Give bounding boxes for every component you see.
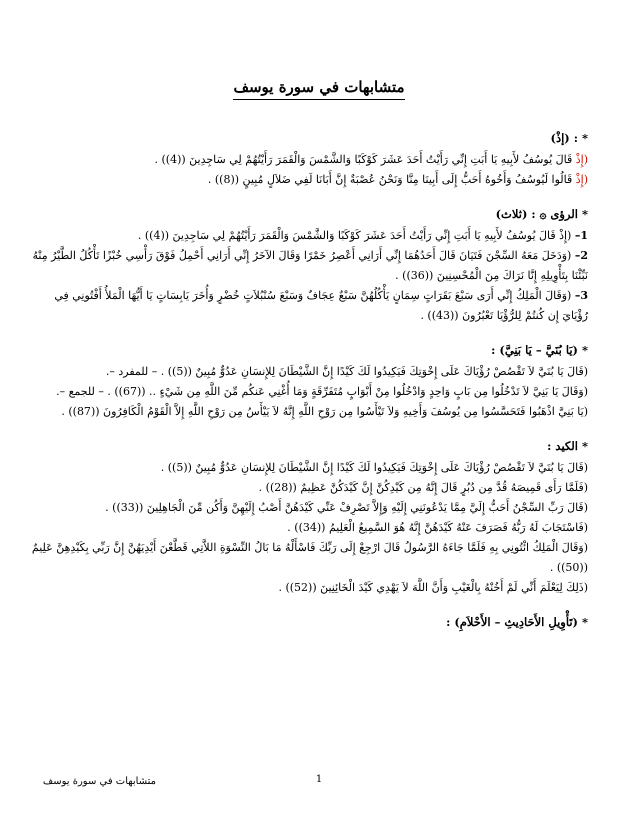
verse-text: (وَقَالَ الْمَلِكُ ائْتُونِي بِهِ فَلَمَّا جَاءَهُ الرَّسُولُ قَالَ ارْجِعْ إِلَى رَبِّكَ فَاسْأَلْهُ مَا بَالُ النِّسْوَةِ اللاَّتِي قَطَّعْنَ أَيْدِيَهُنَّ إِنَّ رَبِّي بِكَيْدِهِنَّ عَلِيمٌ [31,541,588,554]
verse-line [64,266,588,286]
section-4 [64,612,588,632]
verse-text: (وَقَالَ يَا بَنِيَّ لاَ تَدْخُلُوا مِن بَابٍ وَاحِدٍ وَادْخُلُوا مِنْ أَبْوَابٍ مُتَفَرِّقَةٍ وَمَا أُغْنِي عَنكُم مِّنَ اللَّهِ مِن شَيْءٍ .. ((67)) . – للجمع –. [56,385,588,398]
section-heading: * (يَا بُنَيَّ – يَا بَنِيَّ) : [491,343,588,357]
verse-text: (قَالَ رَبِّ السِّجْنُ أَحَبُّ إِلَيَّ مِمَّا يَدْعُونَنِي إِلَيْهِ وَإِلاَّ تَصْرِفْ عَنِّي كَيْدَهُنَّ أَصْبُ إِلَيْهِنَّ وَأَكُن مِّنَ الْجَاهِلِينَ ((33)) . [105,501,588,514]
verse-line [31,538,588,558]
highlighted-word: (إِذْ [575,153,588,166]
verse-line [64,306,588,326]
verse-text: (إِذْ قَالَ يُوسُفُ لأَبِيهِ يَا أَبَتِ إِنِّي رَأَيْتُ أَحَدَ عَشَرَ كَوْكَبًا وَالشَّمْسَ وَالْقَمَرَ رَأَيْتُهُمْ لِي سَاجِدِينَ ((4)) . [137,229,575,242]
verse-text: قَالَ يُوسُفُ لأَبِيهِ يَا أَبَتِ إِنِّي رَأَيْتُ أَحَدَ عَشَرَ كَوْكَبًا وَالشَّمْسَ وَالْقَمَرَ رَأَيْتُهُمْ لِي سَاجِدِينَ ((4)) . [154,153,576,166]
page-footer [0,774,638,794]
verse-line [56,382,588,402]
verse-line [64,226,588,246]
page-title [0,78,638,100]
item-number: 1– [574,229,588,242]
highlighted-word: (إِذْ [575,173,588,186]
verse-text: (قَالَ يَا بُنَيَّ لاَ تَقْصُصْ رُؤْيَاكَ عَلَى إِخْوَتِكَ فَيَكِيدُوا لَكَ كَيْدًا إِنَّ الشَّيْطَانَ لِلإِنسَانِ عَدُوٌّ مُبِينٌ ((5)) . [160,461,588,474]
verse-text: (يَا بَنِيَّ اذْهَبُوا فَتَحَسَّسُوا مِن يُوسُفَ وَأَخِيهِ وَلاَ تَيْأَسُوا مِن رَوْحِ اللَّهِ إِنَّهُ لاَ يَيْأَسُ مِن رَوْحِ اللَّهِ إِلاَّ الْقَوْمُ الْكَافِرُونَ ((87)) . [61,405,588,418]
section-heading: * الرؤى ۞ : (ثلاث) [495,207,588,221]
verse-line [64,498,588,518]
verse-line [64,518,588,538]
verse-text: (وَقَالَ الْمَلِكُ إِنِّي أَرَى سَبْعَ بَقَرَاتٍ سِمَانٍ يَأْكُلُهُنَّ سَبْعٌ عِجَافٌ وَسَبْعَ سُنْبُلاَتٍ خُضْرٍ وَأُخَرَ يَابِسَاتٍ يَا أَيُّهَا الْمَلأُ أَفْتُونِي فِي [54,289,575,302]
verse-line [32,246,588,266]
verse-text: (قَالَ يَا بُنَيَّ لاَ تَقْصُصْ رُؤْيَاكَ عَلَى إِخْوَتِكَ فَيَكِيدُوا لَكَ كَيْدًا إِنَّ الشَّيْطَانَ لِلإِنسَانِ عَدُوٌّ مُبِينٌ ((5)) . – للمفرد –. [105,365,588,378]
section-1 [32,204,588,326]
verse-line [64,558,588,578]
section-3 [31,436,588,598]
verse-line [64,170,588,190]
verse-line [64,578,588,598]
section-2 [56,340,588,422]
verse-line [64,362,588,382]
verse-line [54,286,588,306]
item-number: 2– [574,249,588,262]
page-number: 1 [315,774,323,785]
section-0 [64,128,588,190]
verse-line [61,402,588,422]
verse-text: قَالُوا لَيُوسُفُ وَأَخُوهُ أَحَبُّ إِلَى أَبِينَا مِنَّا وَنَحْنُ عُصْبَةٌ إِنَّ أَبَانَا لَفِي ضَلاَلٍ مُبِينٍ ((8)) . [207,173,576,186]
verse-line [64,478,588,498]
verse-text: (ذَلِكَ لِيَعْلَمَ أَنِّي لَمْ أَخُنْهُ بِالْغَيْبِ وَأَنَّ اللَّهَ لاَ يَهْدِي كَيْدَ الْخَائِنِينَ ((52)) . [278,581,588,594]
verse-text: (فَاسْتَجَابَ لَهُ رَبُّهُ فَصَرَفَ عَنْهُ كَيْدَهُنَّ إِنَّهُ هُوَ السَّمِيعُ الْعَلِيمُ ((34)) . [287,521,588,534]
section-heading: * الكيد : [547,439,588,453]
verse-line [64,150,588,170]
verse-text: (وَدَخَلَ مَعَهُ السِّجْنَ فَتَيَانَ قَالَ أَحَدُهُمَا إِنِّي أَرَانِي أَعْصِرُ خَمْرًا وَقَالَ الآخَرُ إِنِّي أَرَانِي أَحْمِلُ فَوْقَ رَأْسِي خُبْزًا تَأْكُلُ الطَّيْرُ مِنْهُ [32,249,575,262]
verse-text: (فَلَمَّا رَأَى قَمِيصَهُ قُدَّ مِن دُبُرٍ قَالَ إِنَّهُ مِن كَيْدِكُنَّ إِنَّ كَيْدَكُنَّ عَظِيمٌ ((28)) . [258,481,588,494]
verse-text: ((50)) . [549,561,588,574]
verse-text: رُؤْيَايَ إِن كُنتُمْ لِلرُّؤْيَا تَعْبُرُونَ ((43)) . [420,309,588,322]
page-title-text: متشابهات في سورة يوسف [233,78,404,100]
verse-text: نَبِّئْنَا بِتَأْوِيلِهِ إِنَّا نَرَاكَ مِنَ الْمُحْسِنِينَ ((36)) . [395,269,588,282]
footer-text: متشابهات في سورة يوسف [42,776,156,787]
item-number: 3– [574,289,588,302]
document-body [31,128,588,646]
verse-line [64,458,588,478]
section-heading: * (تَأْوِيلِ الأَحَادِيثِ – الأَحْلاَمِ) : [446,615,588,629]
section-heading: * : (إذْ) [550,131,588,145]
